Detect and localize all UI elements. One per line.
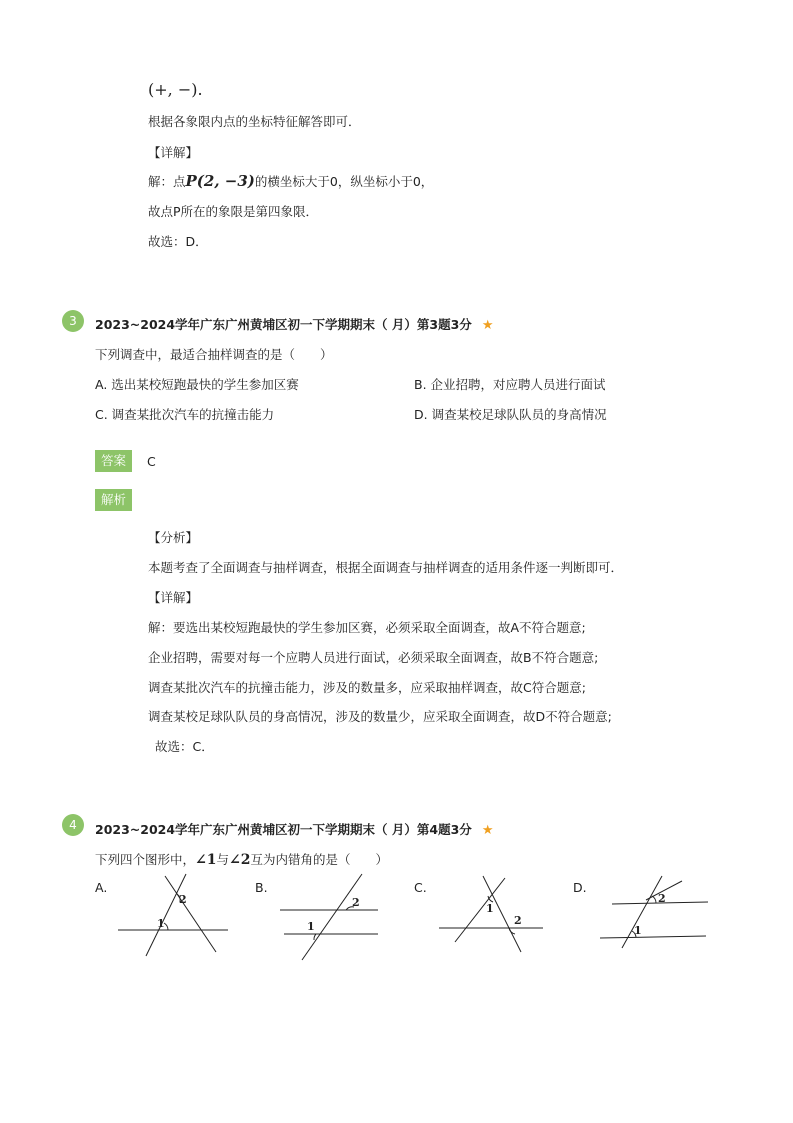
analysis-header: 【分析】	[148, 530, 199, 545]
star-icon: ★	[481, 823, 494, 838]
answer-value: C	[147, 454, 156, 469]
angle-label-2: 2	[658, 892, 666, 905]
option-b-label[interactable]: B.	[255, 880, 268, 895]
angle-label-1: 1	[634, 924, 642, 937]
solve-prefix: 解：点	[148, 174, 186, 189]
detail-line-2: 企业招聘，需要对每一个应聘人员进行面试，必须采取全面调查，故B不符合题意;	[148, 650, 599, 665]
option-a[interactable]: A. 选出某校短跑最快的学生参加区赛	[95, 377, 299, 392]
analysis-text: 本题考查了全面调查与抽样调查，根据全面调查与抽样调查的适用条件逐一判断即可．	[148, 560, 624, 575]
angle-label-2: 2	[514, 914, 522, 927]
angle-label-2: 2	[352, 896, 360, 909]
question-source: 2023~2024学年广东广州黄埔区初一下学期期末（ 月）第3题3分	[95, 317, 472, 332]
question-number-badge: 3	[62, 310, 84, 332]
sign-pair: (+, −).	[148, 80, 203, 99]
angle-label-1: 1	[307, 920, 315, 933]
detail-line-4: 调查某校足球队队员的身高情况，涉及的数量少，应采取全面调查，故D不符合题意;	[148, 709, 612, 724]
figure-c	[435, 870, 550, 960]
option-a-label[interactable]: A.	[95, 880, 108, 895]
question-number-badge: 4	[62, 814, 84, 836]
stem-prefix: 下列四个图形中，	[95, 852, 196, 867]
choice-line: 故选：D．	[148, 234, 208, 249]
option-c-label[interactable]: C.	[414, 880, 427, 895]
question-header	[95, 820, 493, 838]
angle-label-2: 2	[179, 893, 187, 906]
quadrant-line: 故点P所在的象限是第四象限．	[148, 204, 319, 219]
figure-d	[596, 872, 711, 952]
option-c[interactable]: C. 调查某批次汽车的抗撞击能力	[95, 407, 275, 422]
option-d-label[interactable]: D.	[573, 880, 587, 895]
point-p: P(2, −3)	[185, 172, 255, 190]
conclusion: 故选：C．	[155, 739, 214, 754]
detail-line-3: 调查某批次汽车的抗撞击能力，涉及的数量多，应采取抽样调查，故C符合题意;	[148, 680, 586, 695]
figure-b	[278, 870, 388, 965]
figure-a	[110, 870, 240, 960]
solve-line	[148, 172, 433, 190]
detail-header: 【详解】	[148, 145, 199, 160]
stem-mid: 与	[216, 852, 230, 867]
detail-line-1: 解：要选出某校短跑最快的学生参加区赛，必须采取全面调查，故A不符合题意;	[148, 620, 586, 635]
angle-2-symbol: ∠2	[229, 852, 251, 868]
answer-tag: 答案	[95, 450, 132, 472]
solve-suffix: 的横坐标大于0，纵坐标小于0，	[254, 174, 434, 189]
option-d[interactable]: D. 调查某校足球队队员的身高情况	[414, 407, 607, 422]
question-source: 2023~2024学年广东广州黄埔区初一下学期期末（ 月）第4题3分	[95, 822, 472, 837]
question-stem: 下列调查中，最适合抽样调查的是（ ）	[95, 347, 333, 362]
option-b[interactable]: B. 企业招聘，对应聘人员进行面试	[414, 377, 606, 392]
angle-label-1: 1	[157, 917, 165, 930]
angle-1-symbol: ∠1	[195, 852, 217, 868]
stem-suffix: 互为内错角的是（ ）	[250, 852, 389, 867]
question-stem	[95, 850, 388, 868]
analysis-tag: 解析	[95, 489, 132, 511]
detail-header: 【详解】	[148, 590, 199, 605]
question-header	[95, 315, 493, 333]
star-icon: ★	[481, 318, 494, 333]
hint-line: 根据各象限内点的坐标特征解答即可．	[148, 114, 361, 129]
angle-label-1: 1	[486, 902, 494, 915]
